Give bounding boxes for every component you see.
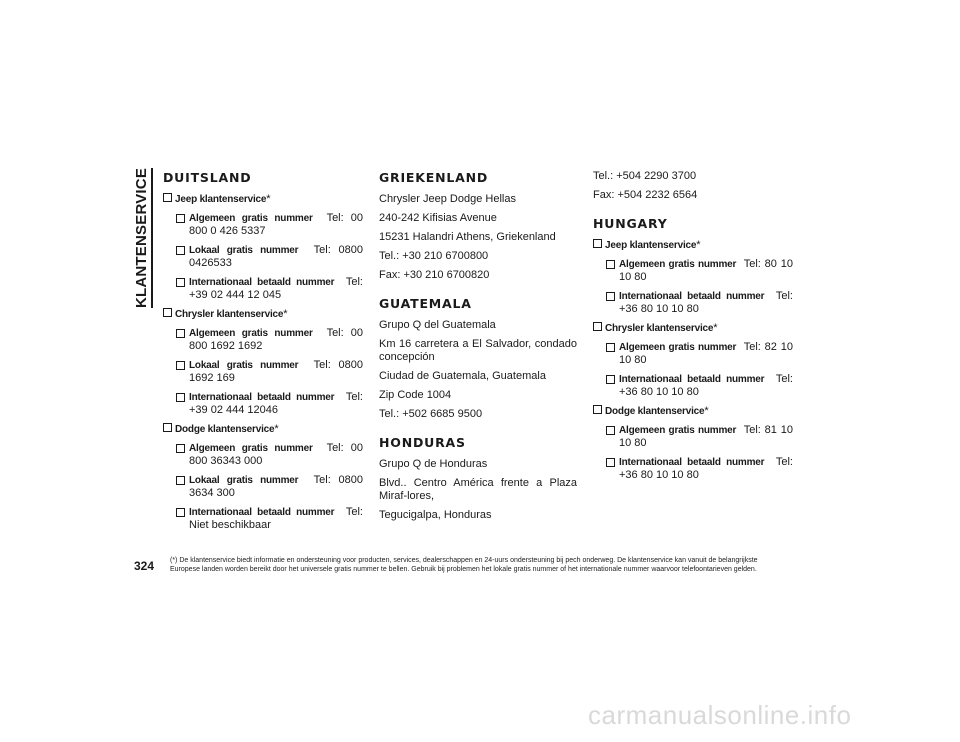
- checkbox-bullet-icon: [606, 458, 615, 467]
- address-line: Tegucigalpa, Honduras: [379, 509, 492, 521]
- address-line: Grupo Q de Honduras: [379, 458, 488, 470]
- list-item: Algemeen gratis nummer Tel: 82 10 10 80: [593, 341, 793, 367]
- side-title-text: KLANTENSERVICE: [133, 168, 153, 308]
- fax-line: Fax: +30 210 6700820: [379, 269, 490, 281]
- group-dodge: Dodge klantenservice*: [163, 423, 363, 436]
- heading-honduras: HONDURAS: [379, 435, 466, 450]
- checkbox-bullet-icon: [176, 278, 185, 287]
- list-item: Internationaal betaald nummer Tel: +36 80 10 10 80: [593, 373, 793, 399]
- checkbox-bullet-icon: [606, 375, 615, 384]
- list-item: Internationaal betaald nummer Tel: Niet beschikbaar: [163, 506, 363, 532]
- group-jeep: Jeep klantenservice*: [593, 239, 793, 252]
- heading-hungary: HUNGARY: [593, 216, 668, 231]
- list-item: Algemeen gratis nummer Tel: 00 800 36343 000: [163, 442, 363, 468]
- checkbox-bullet-icon: [163, 193, 172, 202]
- address-line: Ciudad de Guatemala, Guatemala: [379, 370, 546, 382]
- heading-guatemala: GUATEMALA: [379, 296, 472, 311]
- list-item: Algemeen gratis nummer Tel: 80 10 10 80: [593, 258, 793, 284]
- list-item: Algemeen gratis nummer Tel: 00 800 1692 1692: [163, 327, 363, 353]
- list-item: Internationaal betaald nummer Tel: +39 02 444 12046: [163, 391, 363, 417]
- address-line: Km 16 carretera a El Salvador, condado concepción: [379, 338, 577, 363]
- address-line: Zip Code 1004: [379, 389, 452, 401]
- side-section-title: [123, 167, 163, 309]
- checkbox-bullet-icon: [176, 246, 185, 255]
- checkbox-bullet-icon: [176, 393, 185, 402]
- checkbox-bullet-icon: [176, 476, 185, 485]
- column-hungary: [593, 170, 793, 488]
- phone-line: Tel.: +502 6685 9500: [379, 408, 483, 420]
- group-chrysler: Chrysler klantenservice*: [593, 322, 793, 335]
- address-line: 15231 Halandri Athens, Griekenland: [379, 231, 556, 243]
- footnote-line: (*) De klantenservice biedt informatie en ondersteuning voor producten, services, dealerschappen en 24-uurs ondersteuning bij pech onderweg. De klantenservice kan vanuit de belangrijkste: [170, 557, 758, 564]
- footnote: [170, 556, 810, 574]
- phone-line: Tel.: +30 210 6700800: [379, 250, 489, 262]
- checkbox-bullet-icon: [606, 343, 615, 352]
- page-number: 324: [134, 559, 155, 573]
- address-line: Chrysler Jeep Dodge Hellas: [379, 193, 516, 205]
- watermark: carmanualsonline.info: [588, 700, 852, 730]
- address-line: Blvd.. Centro América frente a Plaza Miraf-lores,: [379, 477, 577, 502]
- list-item: Lokaal gratis nummer Tel: 0800 0426533: [163, 244, 363, 270]
- checkbox-bullet-icon: [163, 423, 172, 432]
- phone-line: Tel.: +504 2290 3700: [593, 170, 697, 182]
- checkbox-bullet-icon: [606, 260, 615, 269]
- group-jeep: Jeep klantenservice*: [163, 193, 363, 206]
- checkbox-bullet-icon: [593, 322, 602, 331]
- footnote-line: Europese landen worden bereikt door het universele gratis nummer te bellen. Gebruik bij problemen het lokale gratis nummer of het internationale nummer waarvoor telefoontarieven gelden.: [170, 566, 757, 573]
- checkbox-bullet-icon: [593, 405, 602, 414]
- checkbox-bullet-icon: [163, 308, 172, 317]
- checkbox-bullet-icon: [176, 361, 185, 370]
- checkbox-bullet-icon: [593, 239, 602, 248]
- fax-line: Fax: +504 2232 6564: [593, 189, 698, 201]
- group-dodge: Dodge klantenservice*: [593, 405, 793, 418]
- heading-griekenland: GRIEKENLAND: [379, 170, 489, 185]
- address-line: Grupo Q del Guatemala: [379, 319, 496, 331]
- column-griekenland-guatemala-honduras: [379, 170, 577, 528]
- checkbox-bullet-icon: [176, 329, 185, 338]
- list-item: Internationaal betaald nummer Tel: +36 80 10 10 80: [593, 290, 793, 316]
- checkbox-bullet-icon: [606, 292, 615, 301]
- checkbox-bullet-icon: [606, 426, 615, 435]
- column-duitsland: [163, 170, 363, 538]
- checkbox-bullet-icon: [176, 508, 185, 517]
- checkbox-bullet-icon: [176, 444, 185, 453]
- address-line: 240-242 Kifisias Avenue: [379, 212, 497, 224]
- list-item: Internationaal betaald nummer Tel: +39 02 444 12 045: [163, 276, 363, 302]
- list-item: Algemeen gratis nummer Tel: 81 10 10 80: [593, 424, 793, 450]
- heading-duitsland: DUITSLAND: [163, 170, 252, 185]
- list-item: Lokaal gratis nummer Tel: 0800 3634 300: [163, 474, 363, 500]
- checkbox-bullet-icon: [176, 214, 185, 223]
- list-item: Internationaal betaald nummer Tel: +36 80 10 10 80: [593, 456, 793, 482]
- list-item: Algemeen gratis nummer Tel: 00 800 0 426 5337: [163, 212, 363, 238]
- list-item: Lokaal gratis nummer Tel: 0800 1692 169: [163, 359, 363, 385]
- group-chrysler: Chrysler klantenservice*: [163, 308, 363, 321]
